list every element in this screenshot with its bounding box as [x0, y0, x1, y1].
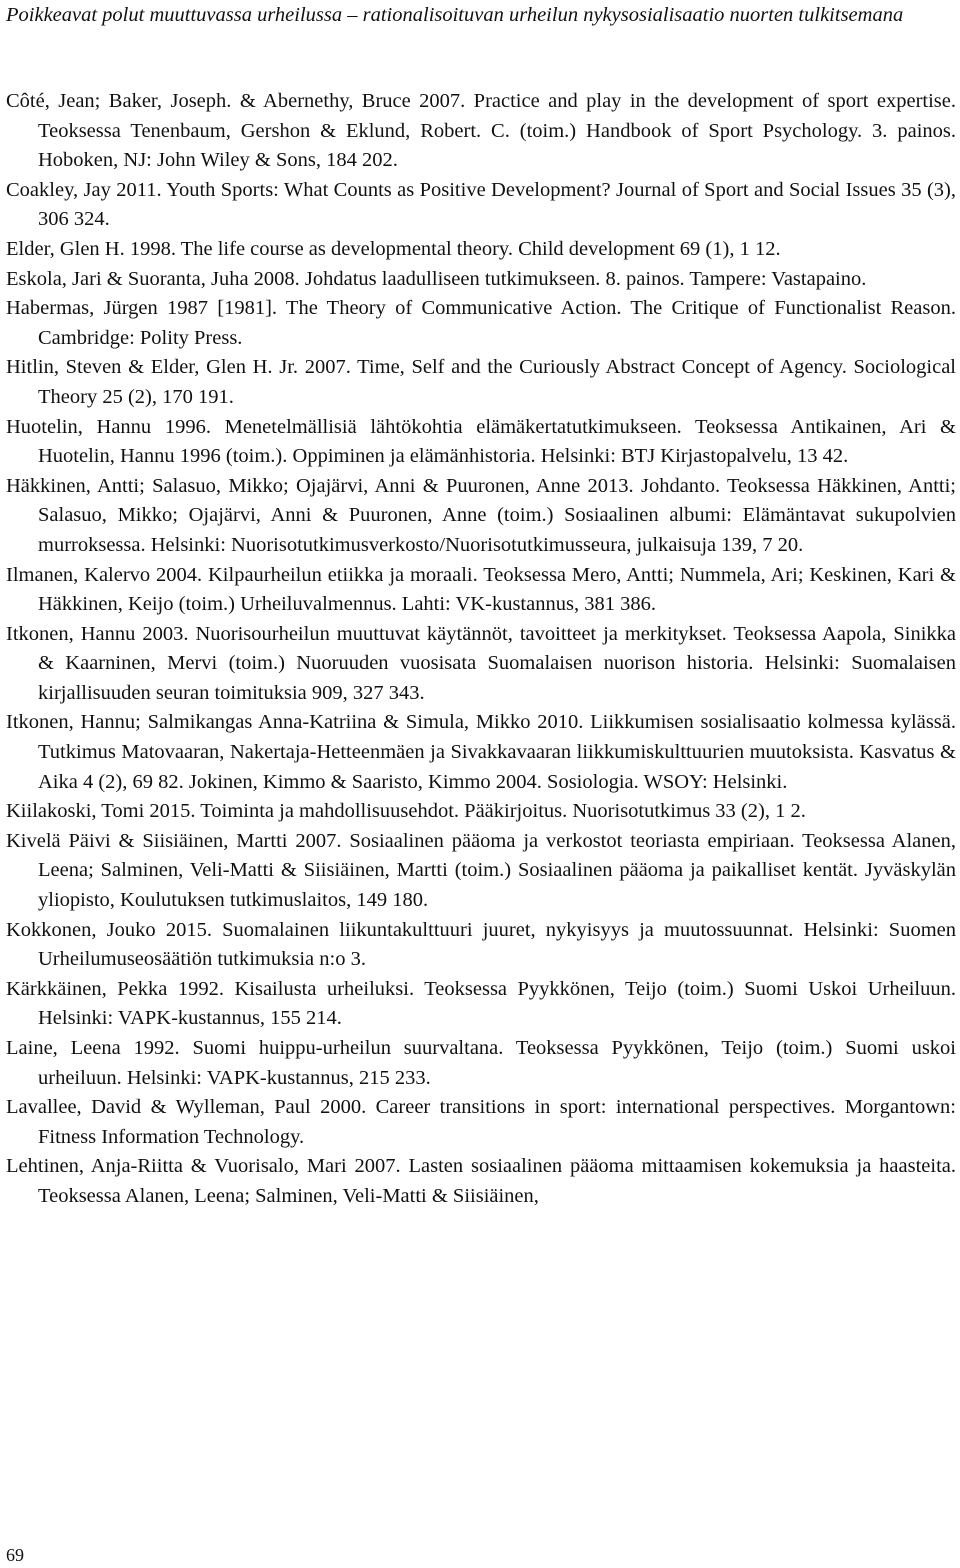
reference-entry: Huotelin, Hannu 1996. Menetelmällisiä lähtökohtia elämäkertatutkimukseen. Teoksessa Antikainen, Ari & Huotelin, Hannu 1996 (toim.). Oppiminen ja elämänhistoria. Helsinki: BTJ Kirjastopalvelu, 13 42.: [6, 415, 956, 468]
page-number: 69: [6, 1545, 24, 1565]
reference-entry: Kärkkäinen, Pekka 1992. Kisailusta urheiluksi. Teoksessa Pyykkönen, Teijo (toim.) Suomi Uskoi Urheiluun. Helsinki: VAPK-kustannus, 155 214.: [6, 977, 956, 1030]
reference-entry: Elder, Glen H. 1998. The life course as developmental theory. Child development 69 (1), 1 12.: [6, 237, 781, 260]
reference-entry: Lavallee, David & Wylleman, Paul 2000. Career transitions in sport: international perspectives. Morgantown: Fitness Information Technology.: [6, 1096, 956, 1148]
reference-entry: Kivelä Päivi & Siisiäinen, Martti 2007. Sosiaalinen pääoma ja verkostot teoriasta empiriaan. Teoksessa Alanen, Leena; Salminen, Veli-Matti & Siisiäinen, Martti (toim.) Sosiaalinen pääoma ja paikalliset kentät. Jyväskylän yliopisto, Koulutuksen tutkimuslaitos, 149 180.: [6, 829, 956, 912]
reference-entry: Coakley, Jay 2011. Youth Sports: What Counts as Positive Development? Journal of Sport and Social Issues 35 (3), 306 324.: [6, 178, 956, 231]
reference-entry: Eskola, Jari & Suoranta, Juha 2008. Johdatus laadulliseen tutkimukseen. 8. painos. Tampere: Vastapaino.: [6, 267, 867, 290]
reference-entry: Kiilakoski, Tomi 2015. Toiminta ja mahdollisuusehdot. Pääkirjoitus. Nuorisotutkimus 33 (2), 1 2.: [6, 800, 806, 823]
reference-entry: Côté, Jean; Baker, Joseph. & Abernethy, Bruce 2007. Practice and play in the development of sport expertise. Teoksessa Tenenbaum, Gershon & Eklund, Robert. C. (toim.) Handbook of Sport Psychology. 3. painos. Hoboken, NJ: John Wiley & Sons, 184 202.: [6, 90, 956, 172]
reference-entry: Lehtinen, Anja-Riitta & Vuorisalo, Mari 2007. Lasten sosiaalinen pääoma mittaamisen kokemuksia ja haasteita. Teoksessa Alanen, Leena; Salminen, Veli-Matti & Siisiäinen,: [6, 1155, 956, 1207]
reference-entry: Ilmanen, Kalervo 2004. Kilpaurheilun etiikka ja moraali. Teoksessa Mero, Antti; Nummela, Ari; Keskinen, Kari & Häkkinen, Keijo (toim.) Urheiluvalmennus. Lahti: VK-kustannus, 381 386.: [6, 563, 956, 616]
reference-entry: Itkonen, Hannu 2003. Nuorisourheilun muuttuvat käytännöt, tavoitteet ja merkitykset. Teoksessa Aapola, Sinikka & Kaarninen, Mervi (toim.) Nuoruuden vuosisata Suomalaisen nuorison historia. Helsinki: Suomalaisen kirjallisuuden seuran toimituksia 909, 327 343.: [6, 622, 956, 704]
reference-entry: Laine, Leena 1992. Suomi huippu-urheilun suurvaltana. Teoksessa Pyykkönen, Teijo (toim.) Suomi uskoi urheiluun. Helsinki: VAPK-kustannus, 215 233.: [6, 1037, 956, 1089]
reference-entry: Itkonen, Hannu; Salmikangas Anna-Katriina & Simula, Mikko 2010. Liikkumisen sosialisaatio kolmessa kylässä. Tutkimus Matovaaran, Nakertaja-Hetteenmäen ja Sivakkavaaran liikkumiskulttuurien muutoksista. Kasvatus & Aika 4 (2), 69 82. Jokinen, Kimmo & Saaristo, Kimmo 2004. Sosiologia. WSOY: Helsinki.: [6, 711, 956, 793]
reference-entry: Häkkinen, Antti; Salasuo, Mikko; Ojajärvi, Anni & Puuronen, Anne 2013. Johdanto. Teoksessa Häkkinen, Antti; Salasuo, Mikko; Ojajärvi, Anni & Puuronen, Anne (toim.) Sosiaalinen albumi: Elämäntavat sukupolvien murroksessa. Helsinki: Nuorisotutkimusverkosto/Nuorisotutkimusseura, julkaisuja 139, 7 20.: [6, 474, 956, 556]
reference-entry: Hitlin, Steven & Elder, Glen H. Jr. 2007. Time, Self and the Curiously Abstract Concept of Agency. Sociological Theory 25 (2), 170 191.: [6, 356, 956, 408]
reference-entry: Kokkonen, Jouko 2015. Suomalainen liikuntakulttuuri juuret, nykyisyys ja muutossuunnat. Helsinki: Suomen Urheilumuseosäätiön tutkimuksia n:o 3.: [6, 918, 956, 971]
running-header: Poikkeavat polut muuttuvassa urheilussa – rationalisoituvan urheilun nykysosialisaatio nuorten tulkitsemana: [6, 4, 904, 26]
reference-list: [6, 87, 956, 1212]
reference-entry: Habermas, Jürgen 1987 [1981]. The Theory of Communicative Action. The Critique of Functionalist Reason. Cambridge: Polity Press.: [6, 297, 956, 349]
